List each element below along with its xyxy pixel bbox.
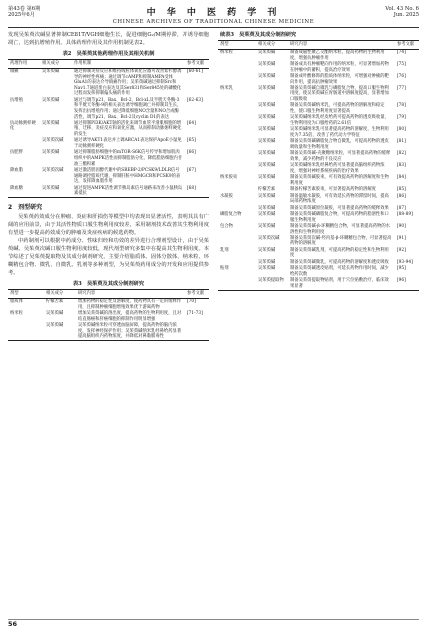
table-cell-mechanism: 通过抑制炎症反应和维持线粒体氧化应激可改善紫杉醇诱导的神经性疼痛；通过调节cAMP和抑制AMPA受体GluA1的表达介导镇痛作用；吴茱萸碱通过抑制Src和Nav1.7通道蛋白表达及其Ser831和Ser845处的磷酸化过程而发挥抑制偏头痛的作用 xyxy=(74,68,182,97)
table3-body xyxy=(8,298,209,341)
table2-header-row xyxy=(8,60,209,69)
table-cell-ref: [81] xyxy=(397,139,406,145)
table3-caption: 表3 吴茱萸及其成分制剂研究 xyxy=(72,281,145,288)
journal-title xyxy=(0,5,427,25)
footer-rule xyxy=(8,619,419,620)
table-cell-ref: [71-73] xyxy=(187,311,203,317)
column-header: 剂型 xyxy=(8,290,44,299)
table-cell-form xyxy=(218,115,256,127)
table-cell-mechanism: 通过抑制脂肪细胞中的mTOR-S6K信号传导和增加肌肉组织中的AMPK活性而抑制脂肪分化，降低脂肪细胞内甘油三酯积累 xyxy=(74,150,183,167)
table-cell-mechanism: 通过诱导AKT1表达并上调ABCA1表达保护ApoE小鼠免于动脉粥样硬化 xyxy=(74,138,182,150)
table-cell-ref: [86] xyxy=(397,193,406,199)
table-cell-form xyxy=(218,103,256,115)
table-cell-ref: [95] xyxy=(397,266,406,272)
table-cell-content: 制备吴茱萸碱透皮贴剂，可延长药物作用时间，减少给药次数 xyxy=(290,266,389,277)
table3-header-row xyxy=(8,290,209,299)
table3-continued xyxy=(218,40,419,291)
volume-issue-cn: 第43卷 第6期 xyxy=(8,6,41,12)
column-header: 相关成分 xyxy=(44,290,76,299)
table-cell-component: 吴茱萸碱 xyxy=(258,193,276,199)
table-cell-component: 吴茱萸碱 xyxy=(258,266,276,272)
table-cell-content: 制备吴茱萸次碱-羟丙基-β-环糊精包合物，可显著提高药物的溶解度 xyxy=(290,235,392,247)
volume-issue-en: Vol. 43 No. 6 xyxy=(385,6,419,12)
table-row xyxy=(8,185,209,197)
table-cell-mechanism: 通过促进AMPK活性调节胰岛素信号通路来改善小鼠胰岛素抵抗 xyxy=(72,185,185,197)
table-cell-component: 吴茱萸次碱 xyxy=(258,235,280,241)
table-cell-form: 纳米粒 xyxy=(10,311,23,317)
issue-info-en xyxy=(385,6,419,19)
table-row xyxy=(218,139,419,151)
table-cell-content: 制备吴茱萸碱微乳，可提高药物的溶解度和透皮吸收 xyxy=(290,259,389,265)
table-cell-content: 制备吴茱萸提取物贴剂，用于穴位贴敷治疗，临床效果显著 xyxy=(288,278,395,290)
table-cell-content: 吴茱萸碱纳米粒可穿透血脑屏障，提高药物的脑内浓度，发挥神经保护作用；吴茱萸碱纳米乳经鼻给药显著提高脑组织内药物浓度，并降低对鼻黏膜毒性 xyxy=(76,323,185,341)
table-row xyxy=(8,168,209,186)
table-cell-content: 增加吴茱萸碱的溶出度，提高药物的生物利用度，且对结直肠癌和肝癌细胞的抑制作用明显增强 xyxy=(78,311,182,322)
table-cell-form: 贴剂 xyxy=(220,266,229,272)
table-cell-ref: [93-94] xyxy=(397,259,413,265)
table-row xyxy=(218,62,419,74)
table-cell-form: 包合物 xyxy=(220,223,233,229)
table-cell-effect xyxy=(8,138,40,150)
table-cell-ref: [66] xyxy=(187,150,196,156)
table3-continued-header-row xyxy=(218,41,419,50)
table-row xyxy=(218,86,419,104)
table-row xyxy=(218,163,419,175)
table-cell-form xyxy=(218,163,256,175)
table-cell-content: 吴茱萸碱纳米乳可显著提高药物的溶解度，生物利用度为7.35倍，改善了药代动力学特征 xyxy=(290,127,389,138)
table-cell-ref: [90] xyxy=(397,223,406,229)
table-cell-form: 水凝胶 xyxy=(220,193,233,199)
table-cell-component: 吴茱萸碱 xyxy=(258,151,276,157)
table-cell-component: 吴茱萸碱 xyxy=(42,150,60,156)
table-cell-ref: [67] xyxy=(187,167,196,173)
table-cell-form xyxy=(218,74,256,86)
table-row xyxy=(218,74,419,86)
table-cell-ref: [74] xyxy=(397,49,406,55)
column-header: 相关成分 xyxy=(40,60,72,69)
table-cell-component: 吴茱萸碱 xyxy=(44,323,76,341)
table-row xyxy=(218,193,419,205)
table-cell-ref: [85] xyxy=(397,187,406,193)
table-cell-ref: [79] xyxy=(397,115,406,121)
table-cell-content: 制备成磁性聚乙交酯纳米粒，提高药物的生物利用度，增强抗肿瘤作用 xyxy=(290,49,385,61)
table-cell-content: 吴茱萸碱纳米乳经鼻给药可显著提高脑组织药物浓度，增强对神经系统疾病的治疗效果 xyxy=(290,163,385,174)
table-cell-content: 制备吴茱萸碱磷脂复合物自微乳，可提高药物的透皮吸收量和生物利用度 xyxy=(290,139,389,150)
table-cell-ref: [77] xyxy=(397,85,406,91)
table-row xyxy=(8,138,209,150)
table-cell-ref xyxy=(185,323,209,341)
table2-body xyxy=(8,68,209,198)
table2-caption: 表2 吴茱萸其他药理作用及其相关机制 xyxy=(62,51,155,57)
table-cell-ref: [78] xyxy=(397,103,406,109)
column-header: 药理作用 xyxy=(8,60,40,69)
table-cell-component: 吴茱萸碱 xyxy=(258,247,276,253)
table-row xyxy=(218,212,419,224)
table-cell-ref: [83] xyxy=(397,163,406,169)
table-cell-component: 吴茱萸碱 xyxy=(42,120,60,126)
table-cell-form: 乳剂 xyxy=(220,247,229,253)
table-cell-form: 纳米乳 xyxy=(220,85,233,91)
table-cell-form xyxy=(218,62,256,74)
table-row xyxy=(218,49,419,61)
table-cell-content: 制备吴茱萸碱磷脂复合物，可提高药物的脂溶性和口服生物利用度 xyxy=(290,211,389,223)
table-row xyxy=(8,97,209,120)
table-cell-component: 吴茱萸碱 xyxy=(258,259,276,265)
table-cell-component: 吴茱萸碱 xyxy=(258,103,276,109)
table-row xyxy=(218,103,419,115)
table-row xyxy=(218,151,419,163)
table-row xyxy=(8,150,209,168)
table-row xyxy=(218,175,419,187)
table-cell-component: 吴茱萸碱 xyxy=(42,68,60,74)
section-heading: 2 剂型研究 xyxy=(8,204,43,212)
table-cell-content: 制备成叶酸修饰的脂质体纳米粒，可增强对肿瘤的靶向作用，提高抗肿瘤效果 xyxy=(290,73,389,85)
column-header: 参考文献 xyxy=(395,41,419,50)
table-row xyxy=(218,247,419,259)
column-header: 参考文献 xyxy=(185,290,209,299)
table-cell-mechanism: 通过激活胆固醇代谢中的SREBP-2/PCSK9/LDLR信号通路调控脂质代谢，抑制肝脏中HMGCR和PCSK9的表达，发挥降血脂作用 xyxy=(74,167,181,185)
table-cell-ref: [88-89] xyxy=(397,211,413,217)
left-column xyxy=(8,31,209,341)
table-cell-form xyxy=(218,139,256,151)
table-row xyxy=(218,278,419,290)
table-cell-ref: [75] xyxy=(397,61,406,67)
table-cell-content: 制备成具有肿瘤靶向作用的纳米粒，可显著增加药物在肿瘤中的蓄积，提高治疗效果 xyxy=(290,61,389,73)
table-cell-component: 柠檬苦素 xyxy=(46,299,64,305)
table-cell-form xyxy=(218,151,256,163)
right-column xyxy=(218,31,419,291)
table-row xyxy=(8,298,209,310)
column-header: 相关成分 xyxy=(256,41,288,50)
table-cell-form xyxy=(218,236,256,248)
body-paragraph: 中药制剂可以根据中药成分、性味归经和功效的差异进行合理剂型设计，由于吴茱萸碱、吴茱萸次碱口服生物利用度较低，现代剂型研究多集中在提高其生物利用度。本节综述了吴茱萸提取物及其成分制剂研究，主要介绍脂质体、固体分散体、纳米粒、环糊精包合物、微乳、自微乳、乳剂等多种剂型，为吴茱萸药用成分的开发和应用提供参考。 xyxy=(8,238,209,277)
table-cell-ref: [91] xyxy=(397,235,406,241)
table-cell-content: 制备吴茱萸碱胶束，可有效提高药物的溶解度和生物利用度 xyxy=(290,175,389,186)
column-header: 剂型 xyxy=(218,41,256,50)
table-cell-ref: [64] xyxy=(187,120,196,126)
table-cell-form xyxy=(218,278,256,290)
journal-title-cn: 中 华 中 医 药 学 刊 xyxy=(146,8,281,18)
header-rule xyxy=(8,27,419,28)
table-cell-component: 吴茱萸碱 xyxy=(258,127,276,133)
table-row xyxy=(8,323,209,341)
table-cell-content: 制备温敏水凝胶，可有效延长药物的滞留时间，提高局部药物浓度 xyxy=(290,193,389,205)
table-cell-content: 制备吴茱萸碱自微乳与磷脂复合物，提高口服生物利用度，使吴茱萸碱在胃肠道中溶解度提高，显著增加口服吸收 xyxy=(290,85,389,103)
table-cell-ref: [76] xyxy=(397,73,406,79)
table-row xyxy=(218,127,419,139)
table-cell-component: 吴茱萸碱 xyxy=(258,49,276,55)
table-cell-form: 脂质体 xyxy=(10,299,23,305)
table-cell-effect: 抗增殖 xyxy=(10,97,23,103)
table-cell-component: 吴茱萸碱 xyxy=(258,139,276,145)
body-paragraph: 吴茱萸药效成分在肿瘤、炎症和肝损伤等模型中均表现出显著活性，表明其具有广阔的应用前景，由于其活性物质口服生物利用度较差，采用制剂技术改善其生物利用度有望进一步提高药效成分的肿瘤及炎症疾病的候选药物。 xyxy=(8,214,209,237)
table-cell-component: 吴茱萸碱 xyxy=(258,163,276,169)
table-cell-form: 磷脂复合物 xyxy=(220,211,242,217)
date-cn: 2025年6月 xyxy=(8,12,35,19)
table3 xyxy=(8,289,209,341)
column-header: 研究内容 xyxy=(288,41,395,50)
table-cell-component: 吴茱萸碱 xyxy=(258,175,276,181)
table-cell-content: 制备柠檬苦素胶束，可显著提高药物的溶解度 xyxy=(290,187,376,193)
table-cell-form: 纳米粒 xyxy=(220,49,233,55)
table-cell-content: 制备吴茱萸碱纳米乳，可提高药物的溶解度和稳定性，使口服生物利用度显著提高 xyxy=(290,103,385,115)
table-cell-component: 吴茱萸提取物 xyxy=(256,278,288,290)
journal-title-en: CHINESE ARCHIVES OF TRADITIONAL CHINESE MEDICINE xyxy=(112,19,315,25)
table-cell-effect: 降血糖 xyxy=(8,185,40,197)
table-cell-effect: 抗动脉粥样硬化 xyxy=(10,120,36,132)
table-cell-component: 吴茱萸碱 xyxy=(258,115,276,121)
table3-continued-caption: 续表3 吴茱萸及其成分制剂研究 xyxy=(220,32,297,38)
table-cell-ref: [70] xyxy=(187,299,196,305)
table-cell-ref: [65] xyxy=(187,138,196,144)
table-cell-component: 吴茱萸碱 xyxy=(258,85,276,91)
table-cell-component: 吴茱萸次碱 xyxy=(42,138,64,144)
page-number: 56 xyxy=(8,620,18,628)
table-cell-ref: [84] xyxy=(397,175,406,181)
table-cell-ref: [62-63] xyxy=(187,97,203,103)
table-cell-form: 纳米胶束 xyxy=(220,175,238,181)
column-header: 参考文献 xyxy=(185,60,209,69)
table-cell-component: 吴茱萸碱 xyxy=(258,223,276,229)
table-cell-form xyxy=(218,127,256,139)
table-cell-ref: [92] xyxy=(397,247,406,253)
table-cell-component: 吴茱萸碱 xyxy=(258,73,276,79)
table-cell-content: 制备吴茱萸碱乳剂，可提高药物的稳定性和生物利用度 xyxy=(290,247,389,259)
table-cell-content: 制备吴茱萸碱-β-环糊精包合物，可显著提高药物的水溶性和生物利用度 xyxy=(290,223,390,235)
table-cell-content: 吴茱萸碱纳米乳经皮给药可提高药物的透皮吸收量，生物利用度为口服给药的2.61倍 xyxy=(290,115,389,127)
intro-paragraph: 发现吴茱萸次碱显著抑制CE81T/VGH细胞生长，促进细胞G₂/M期停滞，并诱导细胞凋亡，达到抗增殖作用。具体药理作用及其作用机制见表2。 xyxy=(8,32,209,46)
table-cell-mechanism: 通过与调节p21、Bax、Bcl-2、Bcl-xL及半胱天冬酶-3和半胱天冬酶-9的相关表达诱导细胞凋亡并抑制其生长，发挥出抗增殖作用；通过降低细胞NO含量和NO合成酶活性，调节p21、Bax、Bcl-2及cyclin D1的表达 xyxy=(74,97,182,120)
table-row xyxy=(8,121,209,139)
table-cell-ref: [96] xyxy=(395,278,419,290)
table-row xyxy=(218,224,419,236)
table-cell-content: 制备吴茱萸碱原位凝胶，可显著提高药物的缓释效果 xyxy=(290,205,389,211)
table-cell-content: 增加药物的稳定性及溶解度，使药物具有一定的缓释作用，且抑制肿瘤细胞增殖效果优于游离药物 xyxy=(78,299,182,310)
table-cell-ref: [68] xyxy=(185,185,209,197)
table-cell-content: 制备吴茱萸碱-壳聚糖纳米粒，可显著提高药物的缓释效果，减少药物的不良反应 xyxy=(290,151,391,162)
table-row xyxy=(8,311,209,323)
table-cell-ref: [60-61] xyxy=(187,68,203,74)
table-cell-ref: [82] xyxy=(397,151,406,157)
table-cell-effect: 降血脂 xyxy=(10,167,23,173)
table-cell-ref: [87] xyxy=(397,205,406,211)
table-cell-component: 吴茱萸碱 xyxy=(42,97,60,103)
table-cell-component: 吴茱萸碱 xyxy=(40,185,72,197)
table2 xyxy=(8,59,209,198)
table-cell-component: 柠檬苦素 xyxy=(258,187,276,193)
table-cell-effect: 镇痛 xyxy=(10,68,19,74)
table-cell-mechanism: 通过抑制PI3K/AKT轴的活化来调节血管平滑肌细胞的增殖、迁移、炎症反应和氧化应激，从而抑制动脉粥样硬化的发生 xyxy=(74,120,182,138)
column-header: 作用机制 xyxy=(72,60,185,69)
table-row xyxy=(8,68,209,97)
date-en: Jun. 2025 xyxy=(393,12,419,19)
table-cell-component: 吴茱萸碱 xyxy=(258,205,276,211)
table-cell-component: 吴茱萸碱 xyxy=(258,61,276,67)
table-row xyxy=(218,115,419,127)
table-cell-component: 吴茱萸碱 xyxy=(258,211,276,217)
table-cell-effect: 抗肥胖 xyxy=(10,150,23,156)
table3-continued-body xyxy=(218,49,419,290)
table-cell-ref: [80] xyxy=(397,127,406,133)
column-header: 研究内容 xyxy=(76,290,185,299)
table-cell-form xyxy=(8,323,44,341)
table-cell-component: 吴茱萸碱 xyxy=(46,311,64,317)
table-row xyxy=(218,266,419,278)
table-cell-component: 吴茱萸次碱 xyxy=(42,167,64,173)
table-row xyxy=(218,236,419,248)
